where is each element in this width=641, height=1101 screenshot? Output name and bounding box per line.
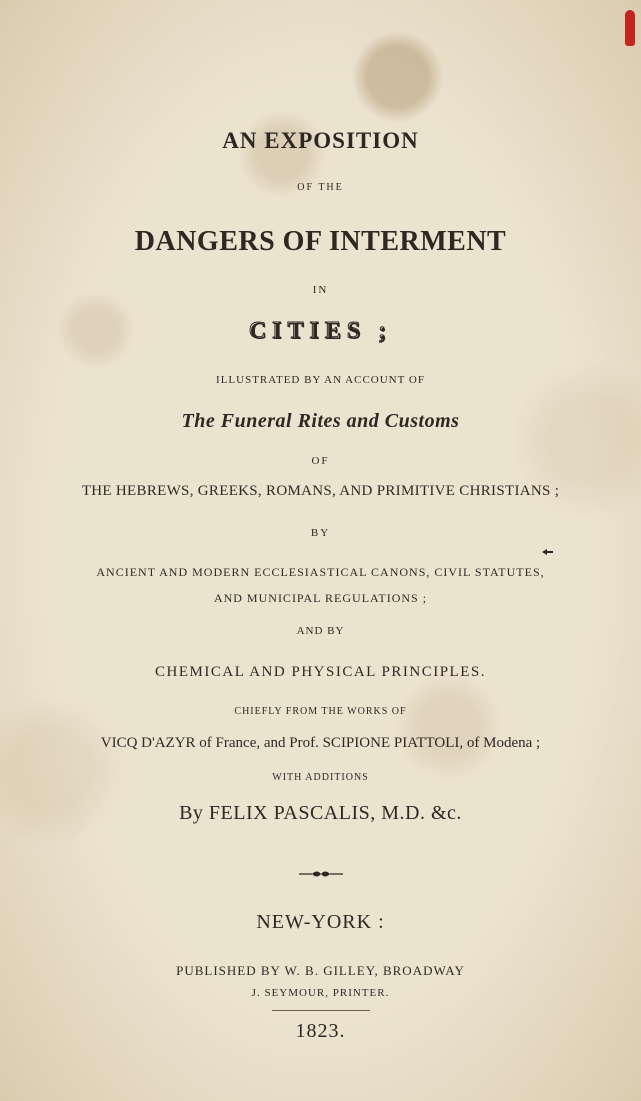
title-line-main: DANGERS OF INTERMENT: [134, 226, 507, 257]
red-stain: [625, 10, 635, 46]
imprint-printer: J. SEYMOUR, PRINTER.: [251, 987, 390, 999]
subtitle-canons: ANCIENT AND MODERN ECCLESIASTICAL CANONS, CIVIL STATUTES,: [96, 565, 545, 579]
imprint-publisher: PUBLISHED BY W. B. GILLEY, BROADWAY: [176, 963, 465, 978]
divider-rule: [272, 1010, 370, 1011]
title-line-in: IN: [312, 284, 329, 296]
subtitle-principles: CHEMICAL AND PHYSICAL PRINCIPLES.: [155, 664, 486, 680]
subtitle-additions: WITH ADDITIONS: [272, 772, 369, 783]
imprint-year: 1823.: [295, 1020, 346, 1042]
author-line: By FELIX PASCALIS, M.D. &c.: [179, 802, 462, 824]
small-fleuron-icon: [541, 547, 555, 557]
subtitle-sources: VICQ D'AZYR of France, and Prof. SCIPIONE PIATTOLI, of Modena ;: [100, 735, 541, 751]
subtitle-of: OF: [311, 455, 330, 467]
title-line-of-the: OF THE: [297, 182, 344, 193]
subtitle-by: BY: [310, 527, 331, 539]
subtitle-regulations: AND MUNICIPAL REGULATIONS ;: [213, 591, 428, 605]
subtitle-and-by: AND BY: [296, 625, 345, 637]
ornamental-rule-icon: [298, 868, 344, 880]
subtitle-illustrated: ILLUSTRATED BY AN ACCOUNT OF: [216, 374, 425, 386]
subtitle-peoples: THE HEBREWS, GREEKS, ROMANS, AND PRIMITIVE CHRISTIANS ;: [81, 483, 560, 499]
title-line-cities: CITIES ;: [248, 318, 393, 344]
title-line-1: AN EXPOSITION: [222, 128, 419, 153]
imprint-city: NEW-YORK :: [256, 911, 385, 933]
subtitle-funeral-rites: The Funeral Rites and Customs: [181, 410, 460, 432]
subtitle-chiefly: CHIEFLY FROM THE WORKS OF: [234, 706, 407, 717]
